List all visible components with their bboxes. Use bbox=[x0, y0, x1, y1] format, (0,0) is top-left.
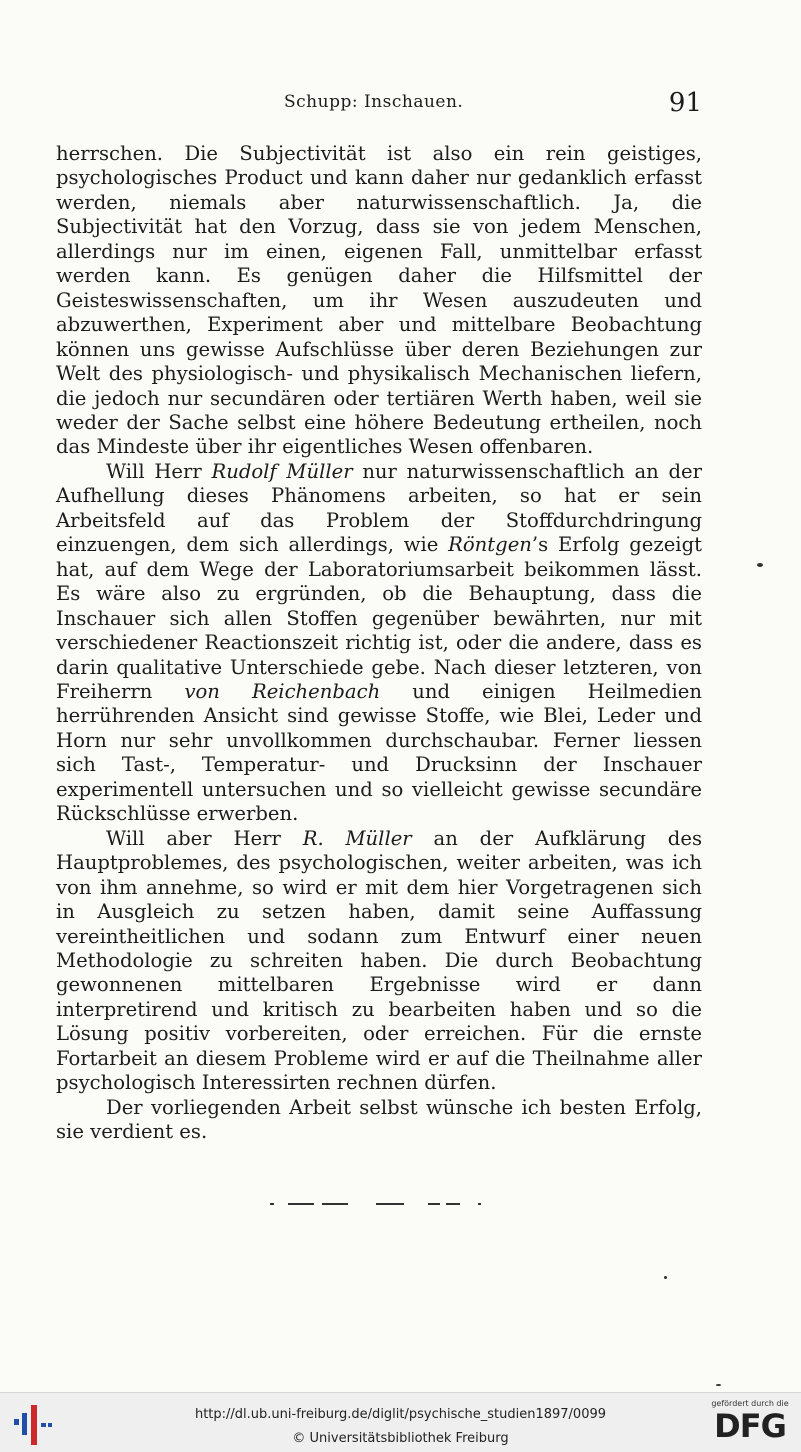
text-run: nur naturwissenschaftlich an der Aufhellung dieses Phänomens arbeiten, so hat er sein Arbeitsfeld auf das Problem der Stoffdurchdringung einzuengen, dem sich allerdings, wie bbox=[56, 459, 702, 557]
text-run: Will Herr bbox=[106, 459, 212, 483]
print-speck bbox=[716, 1384, 721, 1386]
paragraph-4 bbox=[56, 1096, 702, 1145]
body-text bbox=[56, 142, 702, 1145]
page-header bbox=[56, 88, 702, 124]
print-speck bbox=[664, 1276, 667, 1279]
page-number: 91 bbox=[668, 88, 702, 118]
paragraph-3 bbox=[56, 827, 702, 1096]
viewer-footer bbox=[0, 1392, 801, 1452]
italic-name: von Reichenbach bbox=[184, 679, 381, 703]
text-run: an der Aufklärung des Hauptproblemes, des psychologischen, weiter arbeiten, was ich von ihm annehme, so wird er mit dem hier Vorgetragenen sich in Ausgleich zu setzen haben, damit seine Auffassung vereintheitlichen und sodann zum Entwurf einer neuen Methodologie zu schreiten haben. Die durch Beobachtung gewonnenen mittelbaren Ergebnisse wird er dann interpretirend und kritisch zu bearbeiten haben und so die Lösung positiv vorbereiten, oder erreichen. Für die ernste Fortarbeit an diesem Probleme wird er auf die Theilnahme aller psychologisch Interessirten rechnen dürfen. bbox=[56, 826, 702, 1095]
italic-name: Rudolf Müller bbox=[211, 459, 353, 483]
closing-rule bbox=[268, 1203, 488, 1207]
running-title: Schupp: Inschauen. bbox=[284, 92, 464, 112]
italic-name: Röntgen bbox=[448, 533, 532, 557]
funder-note: gefördert durch die bbox=[711, 1399, 789, 1408]
funder-badge bbox=[705, 1399, 795, 1449]
paragraph-2 bbox=[56, 460, 702, 827]
paragraph-1 bbox=[56, 142, 702, 460]
text-run: Will aber Herr bbox=[106, 826, 303, 850]
text-run: und einigen Heilmedien herrührenden Ansicht sind gewisse Stoffe, wie Blei, Leder und Horn nur sehr unvollkommen durchschaubar. Ferner liessen sich Tast-, Temperatur- und Drucksinn der Inschauer experimentell untersuchen und so vielleicht gewisse secundäre Rückschlüsse erwerben. bbox=[56, 679, 703, 826]
text-run: ’s Erfolg gezeigt hat, auf dem Wege der Laboratoriumsarbeit beikommen lässt. Es wäre also zu ergründen, ob die Behauptung, dass die Inschauer sich allen Stoffen gegenüber bewährten, nur mit verschiedener Reactionszeit richtig ist, oder die andere, dass es darin qualitative Unterschiede gebe. Nach dieser letzteren, von Freiherrn bbox=[56, 533, 702, 703]
copyright-notice: © Universitätsbibliothek Freiburg bbox=[292, 1431, 509, 1446]
text-run: Der vorliegenden Arbeit selbst wünsche ich besten Erfolg, sie verdient es. bbox=[56, 1095, 702, 1144]
document-url: http://dl.ub.uni-freiburg.de/diglit/psychische_studien1897/0099 bbox=[194, 1407, 607, 1422]
dfg-logo: DFG bbox=[714, 1407, 786, 1445]
text-run: herrschen. Die Subjectivität ist also ein rein geistiges, psychologisches Product und kann daher nur gedanklich erfasst werden, niemals aber naturwissenschaftlich. Ja, die Subjectivität hat den Vorzug, dass sie von jedem Menschen, allerdings nur im einen, eigenen Fall, unmittelbar erfasst werden kann. Es genügen daher die Hilfsmittel der Geisteswissenschaften, um ihr Wesen auszudeuten und abzuwerthen, Experiment aber und mittelbare Beobachtung können uns gewisse Aufschlüsse über deren Beziehungen zur Welt des physiologisch- und physikalisch Mechanischen liefern, die jedoch nur secundären oder tertiären Werth haben, weil sie weder der Sache selbst eine höhere Bedeutung ertheilen, noch das Mindeste über ihr eigentliches Wesen offenbaren. bbox=[56, 142, 702, 459]
italic-name: R. Müller bbox=[302, 826, 412, 850]
print-speck bbox=[757, 563, 763, 567]
